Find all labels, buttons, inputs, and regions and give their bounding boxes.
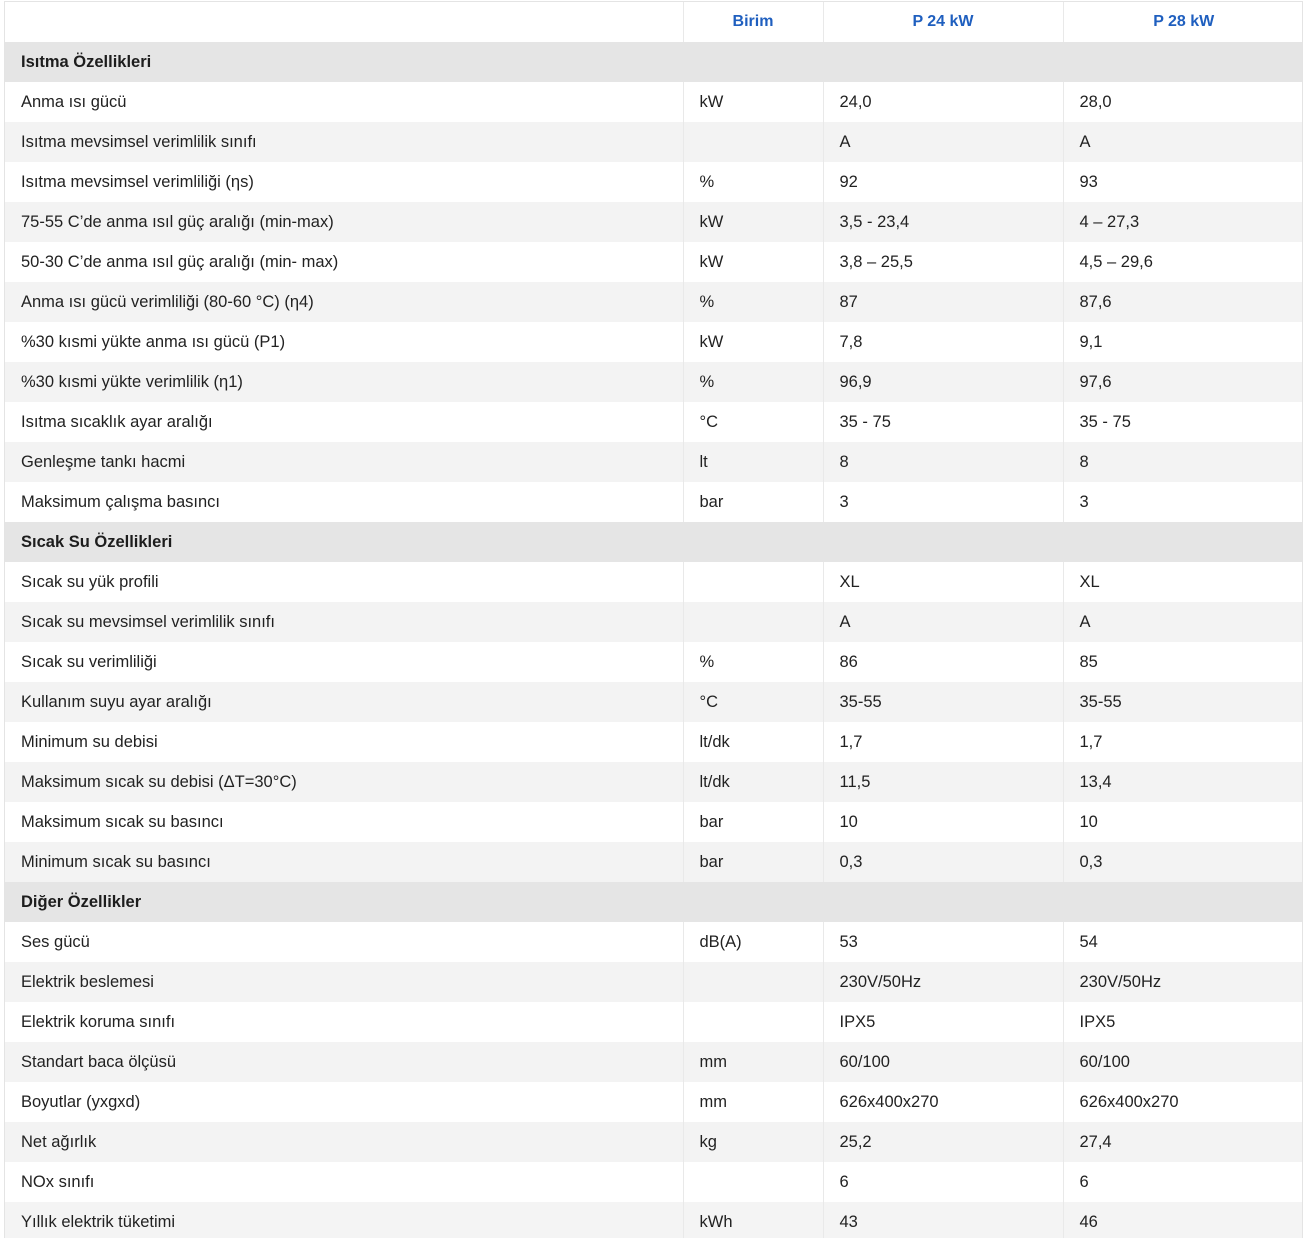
row-label: NOx sınıfı <box>5 1162 683 1202</box>
section-header-row <box>5 42 1303 82</box>
table-row <box>5 1082 1303 1122</box>
table-row <box>5 482 1303 522</box>
row-unit <box>683 1162 823 1202</box>
row-unit: lt/dk <box>683 762 823 802</box>
row-label: 75-55 C’de anma ısıl güç aralığı (min-max) <box>5 202 683 242</box>
section-header-row <box>5 882 1303 922</box>
table-row <box>5 442 1303 482</box>
row-value-p28: 230V/50Hz <box>1063 962 1303 1002</box>
row-value-p24: IPX5 <box>823 1002 1063 1042</box>
row-unit: kg <box>683 1122 823 1162</box>
row-unit: dB(A) <box>683 922 823 962</box>
row-value-p28: 4,5 – 29,6 <box>1063 242 1303 282</box>
header-model-p28: P 28 kW <box>1153 13 1215 30</box>
row-label: Kullanım suyu ayar aralığı <box>5 682 683 722</box>
section-title: Isıtma Özellikleri <box>5 42 1303 82</box>
row-label: Anma ısı gücü verimliliği (80-60 °C) (η4) <box>5 282 683 322</box>
row-value-p28: 3 <box>1063 482 1303 522</box>
row-label: Sıcak su verimliliği <box>5 642 683 682</box>
row-value-p24: A <box>823 602 1063 642</box>
row-value-p28: A <box>1063 602 1303 642</box>
row-label: Isıtma sıcaklık ayar aralığı <box>5 402 683 442</box>
row-unit <box>683 602 823 642</box>
row-value-p24: 25,2 <box>823 1122 1063 1162</box>
row-value-p24: 35-55 <box>823 682 1063 722</box>
row-label: Maksimum sıcak su basıncı <box>5 802 683 842</box>
row-unit: °C <box>683 682 823 722</box>
row-value-p24: 3,5 - 23,4 <box>823 202 1063 242</box>
row-label: Ses gücü <box>5 922 683 962</box>
table-row <box>5 282 1303 322</box>
row-value-p28: 6 <box>1063 1162 1303 1202</box>
row-unit: bar <box>683 482 823 522</box>
row-value-p28: 10 <box>1063 802 1303 842</box>
row-unit: kW <box>683 242 823 282</box>
row-value-p24: 0,3 <box>823 842 1063 882</box>
row-value-p28: 97,6 <box>1063 362 1303 402</box>
table-row <box>5 1202 1303 1238</box>
row-label: Minimum sıcak su basıncı <box>5 842 683 882</box>
row-value-p28: A <box>1063 122 1303 162</box>
row-label: %30 kısmi yükte verimlilik (η1) <box>5 362 683 402</box>
row-unit: % <box>683 282 823 322</box>
table-row <box>5 562 1303 602</box>
row-unit <box>683 562 823 602</box>
row-value-p24: 35 - 75 <box>823 402 1063 442</box>
row-value-p24: 53 <box>823 922 1063 962</box>
row-value-p24: 10 <box>823 802 1063 842</box>
table-row <box>5 682 1303 722</box>
table-row <box>5 322 1303 362</box>
row-unit: mm <box>683 1042 823 1082</box>
table-row <box>5 1002 1303 1042</box>
row-value-p28: 54 <box>1063 922 1303 962</box>
table-row <box>5 642 1303 682</box>
row-unit: kW <box>683 322 823 362</box>
row-label: Elektrik koruma sınıfı <box>5 1002 683 1042</box>
row-unit: % <box>683 362 823 402</box>
row-label: Sıcak su mevsimsel verimlilik sınıfı <box>5 602 683 642</box>
header-model-p24: P 24 kW <box>823 2 1063 42</box>
row-label: Standart baca ölçüsü <box>5 1042 683 1082</box>
section-title: Diğer Özellikler <box>5 882 1303 922</box>
row-value-p28: 93 <box>1063 162 1303 202</box>
row-unit <box>683 1002 823 1042</box>
table-row <box>5 202 1303 242</box>
header-label-cell <box>5 2 683 42</box>
table-row <box>5 162 1303 202</box>
row-value-p24: 3 <box>823 482 1063 522</box>
row-label: Sıcak su yük profili <box>5 562 683 602</box>
row-value-p24: 1,7 <box>823 722 1063 762</box>
row-value-p24: 230V/50Hz <box>823 962 1063 1002</box>
row-value-p24: 11,5 <box>823 762 1063 802</box>
row-value-p28: 9,1 <box>1063 322 1303 362</box>
table-row <box>5 362 1303 402</box>
row-value-p24: 626x400x270 <box>823 1082 1063 1122</box>
row-label: Genleşme tankı hacmi <box>5 442 683 482</box>
row-unit <box>683 122 823 162</box>
row-value-p24: XL <box>823 562 1063 602</box>
row-unit: kW <box>683 82 823 122</box>
row-value-p24: 7,8 <box>823 322 1063 362</box>
table-row <box>5 802 1303 842</box>
row-value-p24: 92 <box>823 162 1063 202</box>
row-label: Isıtma mevsimsel verimlilik sınıfı <box>5 122 683 162</box>
spec-table-container <box>4 1 1303 1238</box>
row-value-p24: 24,0 <box>823 82 1063 122</box>
row-value-p28: XL <box>1063 562 1303 602</box>
table-row <box>5 1162 1303 1202</box>
row-label: Yıllık elektrik tüketimi <box>5 1202 683 1238</box>
table-row <box>5 1042 1303 1082</box>
row-value-p24: 86 <box>823 642 1063 682</box>
row-label: Boyutlar (yxgxd) <box>5 1082 683 1122</box>
row-value-p28: 1,7 <box>1063 722 1303 762</box>
row-value-p28: 35 - 75 <box>1063 402 1303 442</box>
row-value-p24: A <box>823 122 1063 162</box>
row-label: Maksimum çalışma basıncı <box>5 482 683 522</box>
row-label: Elektrik beslemesi <box>5 962 683 1002</box>
row-unit <box>683 962 823 1002</box>
row-value-p28: 28,0 <box>1063 82 1303 122</box>
table-body <box>5 42 1303 1238</box>
row-label: 50-30 C’de anma ısıl güç aralığı (min- max) <box>5 242 683 282</box>
row-value-p28: 35-55 <box>1063 682 1303 722</box>
row-value-p28: 8 <box>1063 442 1303 482</box>
row-unit: lt <box>683 442 823 482</box>
spec-table <box>5 2 1303 1238</box>
table-row <box>5 82 1303 122</box>
row-label: Isıtma mevsimsel verimliliği (ηs) <box>5 162 683 202</box>
section-title: Sıcak Su Özellikleri <box>5 522 1303 562</box>
row-value-p28: 626x400x270 <box>1063 1082 1303 1122</box>
row-unit: % <box>683 642 823 682</box>
row-unit: kWh <box>683 1202 823 1238</box>
row-value-p28: 87,6 <box>1063 282 1303 322</box>
header-unit: Birim <box>683 2 823 42</box>
row-value-p24: 60/100 <box>823 1042 1063 1082</box>
table-row <box>5 402 1303 442</box>
table-row <box>5 842 1303 882</box>
row-unit: bar <box>683 802 823 842</box>
row-value-p28: 46 <box>1063 1202 1303 1238</box>
section-header-row <box>5 522 1303 562</box>
row-value-p28: 0,3 <box>1063 842 1303 882</box>
row-unit: °C <box>683 402 823 442</box>
table-row <box>5 962 1303 1002</box>
table-header-row <box>5 2 1303 42</box>
row-value-p28: IPX5 <box>1063 1002 1303 1042</box>
row-value-p28: 13,4 <box>1063 762 1303 802</box>
row-label: Maksimum sıcak su debisi (ΔT=30°C) <box>5 762 683 802</box>
row-value-p24: 43 <box>823 1202 1063 1238</box>
row-label: %30 kısmi yükte anma ısı gücü (P1) <box>5 322 683 362</box>
table-row <box>5 122 1303 162</box>
table-row <box>5 602 1303 642</box>
row-unit: % <box>683 162 823 202</box>
row-value-p24: 8 <box>823 442 1063 482</box>
row-value-p24: 87 <box>823 282 1063 322</box>
row-unit: lt/dk <box>683 722 823 762</box>
row-value-p28: 27,4 <box>1063 1122 1303 1162</box>
table-row <box>5 762 1303 802</box>
table-row <box>5 242 1303 282</box>
row-value-p28: 4 – 27,3 <box>1063 202 1303 242</box>
row-label: Anma ısı gücü <box>5 82 683 122</box>
row-label: Minimum su debisi <box>5 722 683 762</box>
row-value-p24: 6 <box>823 1162 1063 1202</box>
row-unit: bar <box>683 842 823 882</box>
row-label: Net ağırlık <box>5 1122 683 1162</box>
row-value-p28: 60/100 <box>1063 1042 1303 1082</box>
row-value-p28: 85 <box>1063 642 1303 682</box>
table-row <box>5 722 1303 762</box>
row-unit: kW <box>683 202 823 242</box>
row-value-p24: 3,8 – 25,5 <box>823 242 1063 282</box>
table-row <box>5 922 1303 962</box>
row-value-p24: 96,9 <box>823 362 1063 402</box>
row-unit: mm <box>683 1082 823 1122</box>
table-row <box>5 1122 1303 1162</box>
